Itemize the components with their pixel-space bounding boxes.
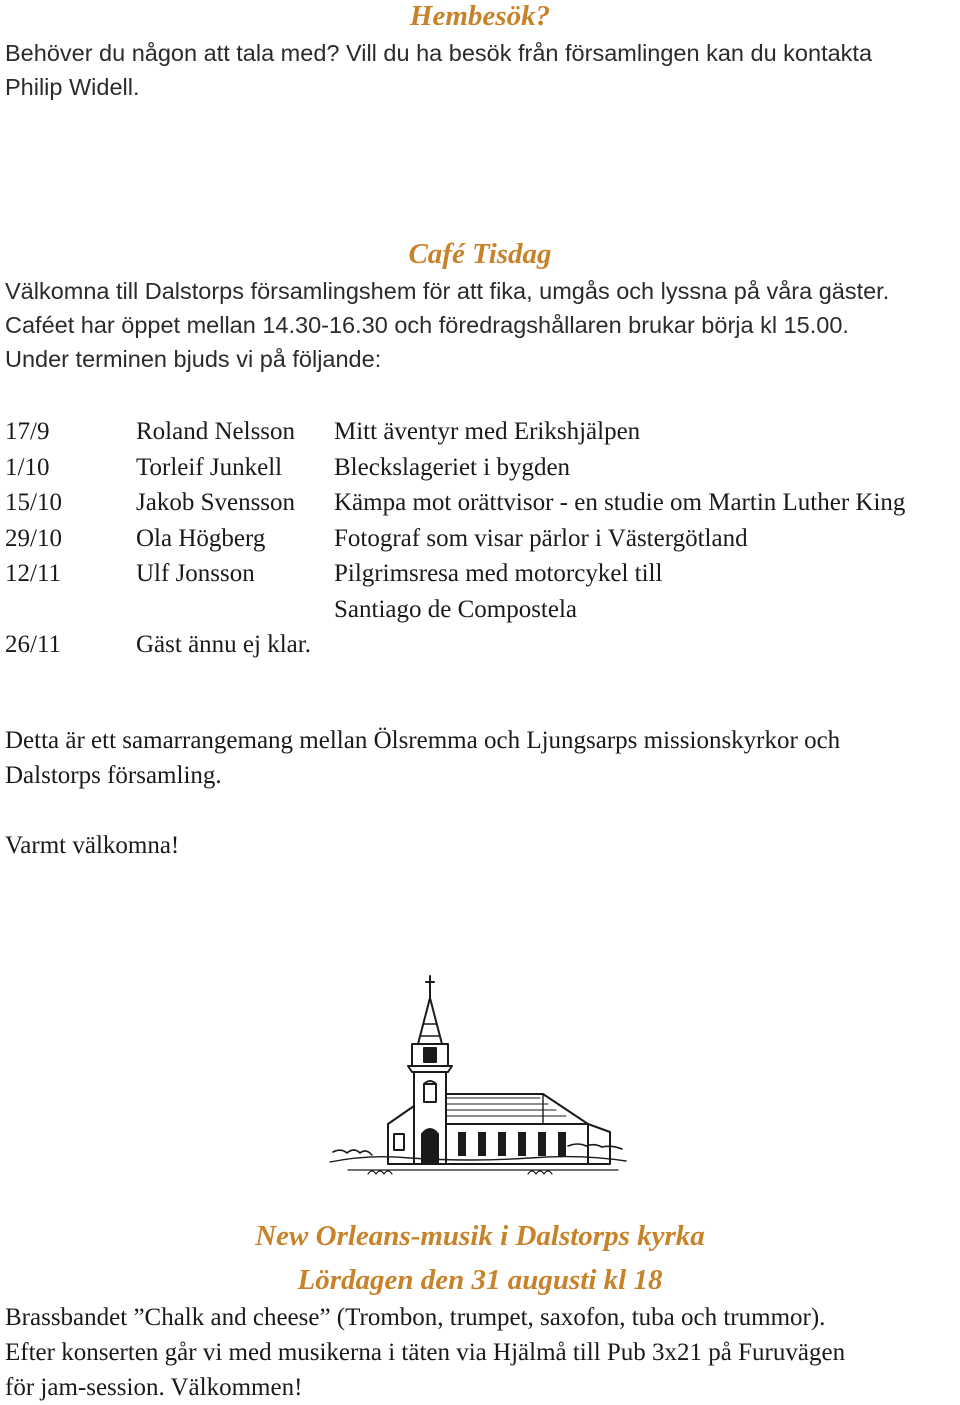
welcome-text: Varmt välkomna! xyxy=(5,832,180,859)
schedule-date: 17/9 xyxy=(5,418,50,445)
schedule-row xyxy=(5,414,955,450)
cafe-intro-line: Välkomna till Dalstorps församlingshem för att fika, umgås och lyssna på våra gäster. xyxy=(5,278,890,304)
schedule-date: 26/11 xyxy=(5,631,62,658)
concert-line: Brassbandet ”Chalk and cheese” (Trombon, trumpet, saxofon, tuba och trummor). xyxy=(5,1304,826,1331)
collab-line: Dalstorps församling. xyxy=(5,762,222,789)
schedule-speaker: Jakob Svensson xyxy=(136,489,296,516)
collab-line: Detta är ett samarrangemang mellan Ölsremma och Ljungsarps missionskyrkor och xyxy=(5,727,841,754)
cafe-intro-line: Caféet har öppet mellan 14.30-16.30 och föredragshållaren brukar börja kl 15.00. xyxy=(5,312,849,338)
schedule-row xyxy=(5,485,955,521)
concert-line: för jam-session. Välkommen! xyxy=(5,1374,303,1401)
schedule-topic: Bleckslageriet i bygden xyxy=(334,453,571,481)
schedule-date: 29/10 xyxy=(5,524,62,552)
schedule-topic: Mitt äventyr med Erikshjälpen xyxy=(334,418,641,445)
cafe-heading: Café Tisdag xyxy=(408,238,552,270)
concert-heading: New Orleans-musik i Dalstorps kyrka xyxy=(255,1220,705,1252)
cafe-intro xyxy=(5,274,955,376)
cafe-schedule xyxy=(5,414,955,663)
hembesok-text xyxy=(5,36,955,104)
hembesok-heading: Hembesök? xyxy=(409,0,551,32)
concert-line: Efter konserten går vi med musikerna i täten via Hjälmå till Pub 3x21 på Furuvägen xyxy=(5,1339,846,1366)
schedule-speaker: Gäst ännu ej klar. xyxy=(136,631,311,658)
schedule-speaker: Ulf Jonsson xyxy=(136,560,255,587)
schedule-date: 15/10 xyxy=(5,489,62,516)
concert-date: Lördagen den 31 augusti kl 18 xyxy=(297,1264,663,1296)
schedule-row xyxy=(5,521,955,557)
schedule-date: 1/10 xyxy=(5,453,50,481)
schedule-speaker: Ola Högberg xyxy=(136,524,266,552)
church-illustration-icon xyxy=(328,974,628,1224)
schedule-speaker: Torleif Junkell xyxy=(136,453,283,481)
cafe-intro-line: Under terminen bjuds vi på följande: xyxy=(5,346,382,372)
schedule-topic: Fotograf som visar pärlor i Västergötland xyxy=(334,524,748,552)
hembesok-line: Behöver du någon att tala med? Vill du ha besök från församlingen kan du kontakta xyxy=(5,40,873,66)
schedule-topic: Pilgrimsresa med motorcykel till Santiago de Compostela xyxy=(334,560,663,623)
concert-text xyxy=(5,1300,955,1405)
schedule-topic: Kämpa mot orättvisor - en studie om Martin Luther King xyxy=(334,489,906,516)
schedule-row xyxy=(5,450,955,486)
hembesok-line: Philip Widell. xyxy=(5,74,140,100)
schedule-row xyxy=(5,556,955,627)
schedule-speaker: Roland Nelsson xyxy=(136,418,296,445)
schedule-date: 12/11 xyxy=(5,560,62,587)
schedule-row xyxy=(5,627,955,663)
collab-text xyxy=(5,723,955,793)
